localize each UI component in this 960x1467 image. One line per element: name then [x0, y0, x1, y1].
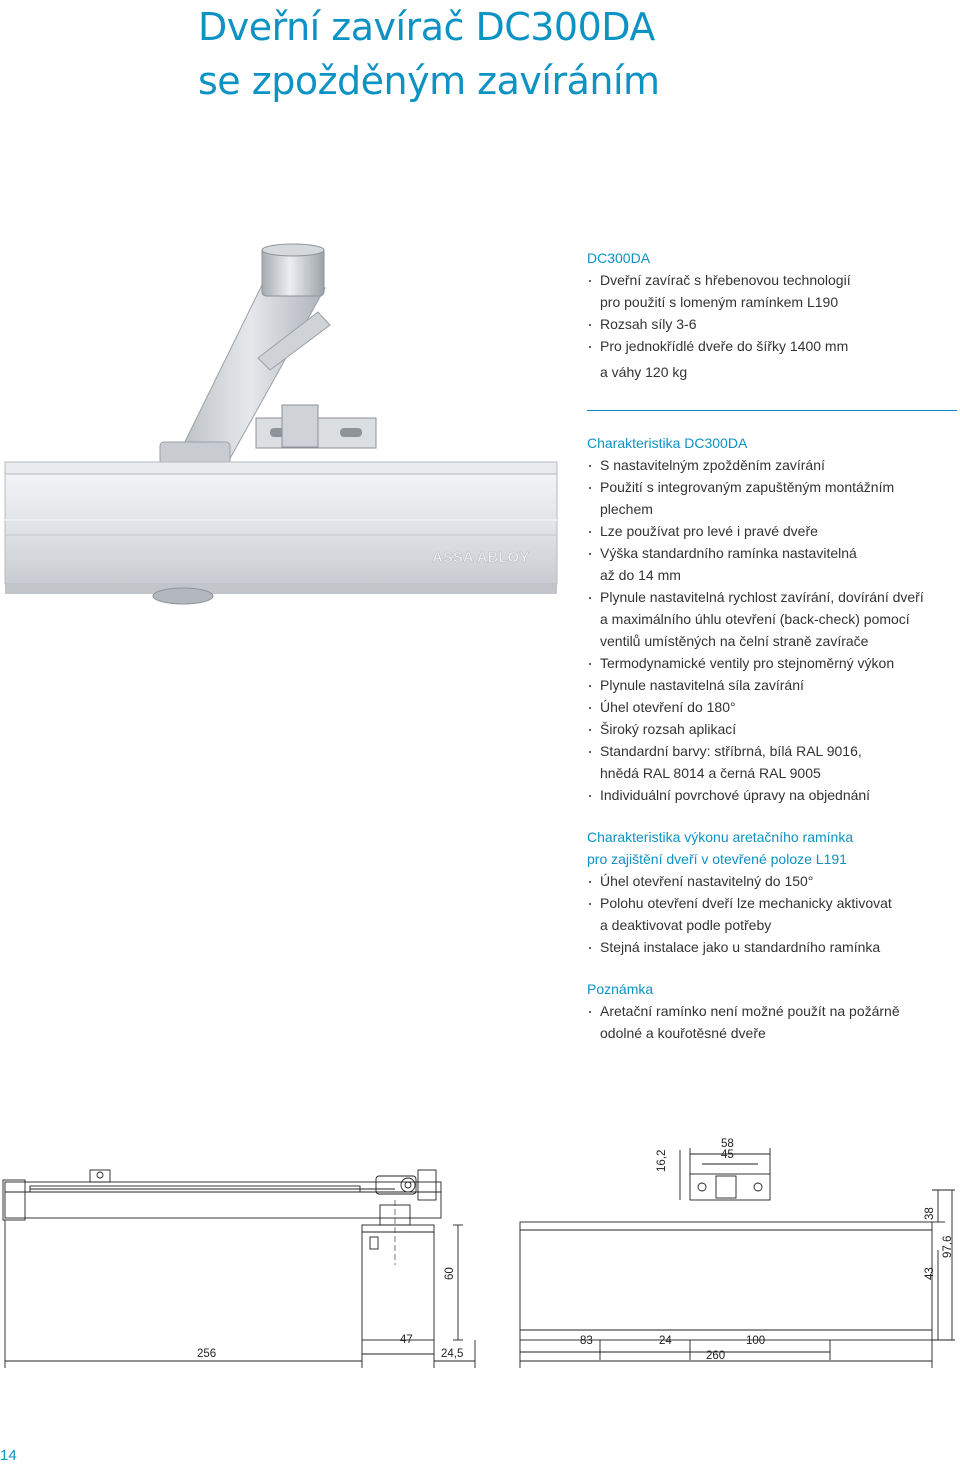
- spacer: [587, 806, 959, 826]
- characteristics-list: [587, 454, 959, 806]
- list-item: Aretační ramínko není možné použít na požárně: [587, 1000, 959, 1022]
- list-item: a maximálního úhlu otevření (back-check) pomocí: [600, 611, 910, 627]
- list-item: ventilů umístěných na čelní straně zavírače: [600, 633, 869, 649]
- list-item: pro použití s lomeným ramínkem L190: [600, 294, 839, 310]
- technical-drawing: [0, 1130, 960, 1370]
- list-item: Úhel otevření do 180°: [587, 696, 959, 718]
- list-item: Stejná instalace jako u standardního ramínka: [587, 936, 959, 958]
- list-item: Široký rozsah aplikací: [587, 718, 959, 740]
- arm-list: [587, 870, 959, 958]
- dim-60: 60: [444, 1267, 456, 1280]
- arm-heading-line-1: Charakteristika výkonu aretačního ramínka: [587, 829, 854, 845]
- list-item: hnědá RAL 8014 a černá RAL 9005: [600, 765, 821, 781]
- title-line-2: se zpožděným zavíráním: [198, 59, 660, 103]
- list-item: Použití s integrovaným zapuštěným montážním: [587, 476, 959, 498]
- section-divider: [587, 410, 957, 411]
- dim-83: 83: [580, 1335, 593, 1347]
- arm-heading-line-2: pro zajištění dveří v otevřené poloze L191: [587, 851, 847, 867]
- dim-45: 45: [721, 1149, 734, 1161]
- spec-column: [587, 247, 959, 1044]
- list-item: Standardní barvy: stříbrná, bílá RAL 9016,: [587, 740, 959, 762]
- characteristics-heading: Charakteristika DC300DA: [587, 435, 748, 451]
- dim-43: 43: [924, 1267, 936, 1280]
- note-heading: Poznámka: [587, 981, 654, 997]
- dim-24-5: 24,5: [441, 1348, 464, 1360]
- closer-front-body: [520, 1222, 932, 1340]
- page-title: [198, 0, 660, 108]
- list-item: Plynule nastavitelná síla zavírání: [587, 674, 959, 696]
- list-item: a váhy 120 kg: [600, 364, 688, 380]
- list-item: Dveřní zavírač s hřebenovou technologií: [587, 269, 959, 291]
- list-item: Lze používat pro levé i pravé dveře: [587, 520, 959, 542]
- list-item: až do 14 mm: [600, 567, 681, 583]
- list-item: Polohu otevření dveří lze mechanicky aktivovat: [587, 892, 959, 914]
- dim-256: 256: [197, 1348, 217, 1360]
- product-photo: [0, 230, 580, 620]
- list-item: Úhel otevření nastavitelný do 150°: [587, 870, 959, 892]
- list-item: a deaktivovat podle potřeby: [600, 917, 772, 933]
- page-number: 14: [0, 1447, 17, 1464]
- list-item: plechem: [600, 501, 653, 517]
- list-item: Pro jednokřídlé dveře do šířky 1400 mm: [587, 335, 959, 357]
- closer-top-body: [5, 1192, 441, 1218]
- dim-47: 47: [400, 1334, 413, 1346]
- dim-260: 260: [706, 1350, 726, 1362]
- list-item: odolné a kouřotěsné dveře: [600, 1025, 766, 1041]
- dim-38: 38: [924, 1207, 936, 1220]
- list-item: S nastavitelným zpožděním zavírání: [587, 454, 959, 476]
- list-item: Individuální povrchové úpravy na objednání: [587, 784, 959, 806]
- photo-logo-text: ASSA ABLOY: [432, 549, 530, 566]
- dim-24: 24: [659, 1335, 672, 1347]
- list-item: Rozsah síly 3-6: [587, 313, 959, 335]
- title-line-1: Dveřní zavírač DC300DA: [198, 5, 655, 49]
- list-item: Plynule nastavitelná rychlost zavírání, dovírání dveří: [587, 586, 959, 608]
- dim-16-2: 16,2: [656, 1149, 668, 1172]
- spacer: [587, 958, 959, 978]
- dim-100: 100: [746, 1335, 766, 1347]
- note-list: [587, 1000, 959, 1044]
- product-list: [587, 269, 959, 383]
- list-item: Výška standardního ramínka nastavitelná: [587, 542, 959, 564]
- dim-58: 58: [721, 1138, 734, 1150]
- product-heading: DC300DA: [587, 250, 651, 266]
- dim-97-6: 97,6: [942, 1235, 954, 1258]
- list-item: Termodynamické ventily pro stejnoměrný výkon: [587, 652, 959, 674]
